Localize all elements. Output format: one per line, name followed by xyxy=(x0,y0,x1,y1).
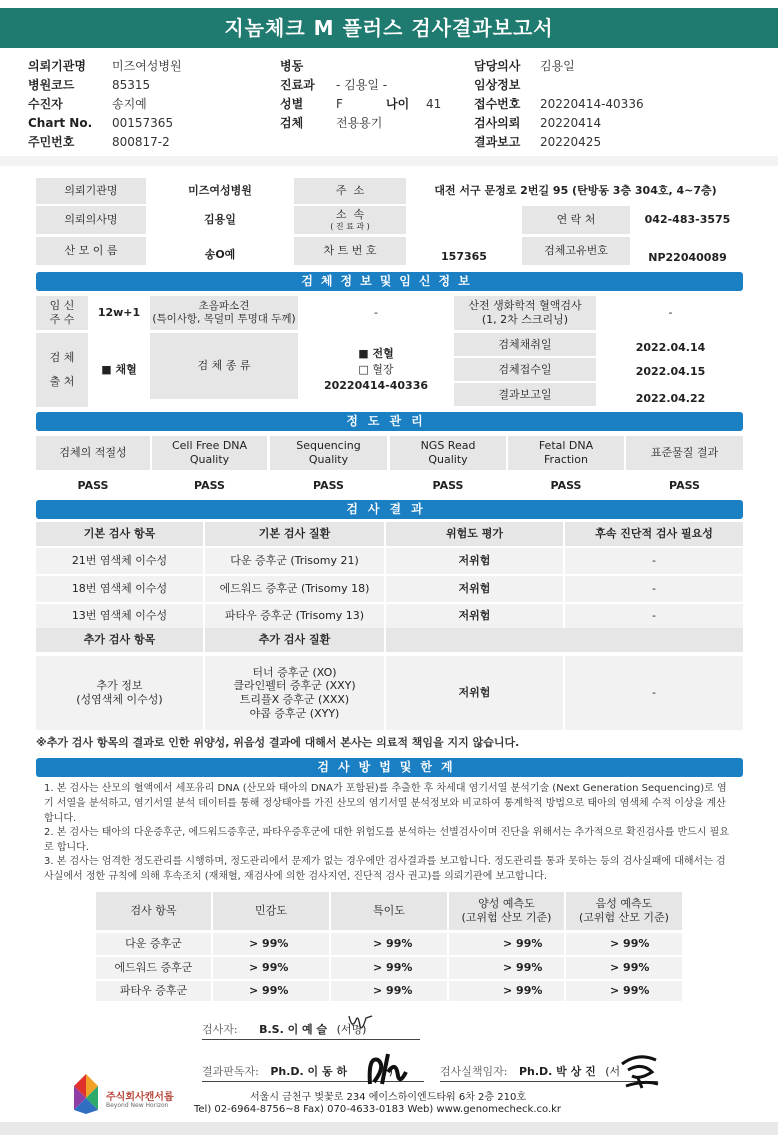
hdr-value: 전용용기 xyxy=(336,116,383,130)
qc-header: Cell Free DNA Quality xyxy=(152,436,267,470)
perf-header: 검사 항목 xyxy=(96,892,211,930)
hdr-label: 수진자 xyxy=(28,97,63,111)
hdr-label: 병원코드 xyxy=(28,78,75,92)
result-risk: 저위험 xyxy=(386,576,563,602)
reviewer-suffix: ) xyxy=(388,1065,393,1078)
dept-label: 소 속 xyxy=(335,208,365,222)
perf-value: > 99% xyxy=(331,981,447,1001)
header-col1 xyxy=(28,56,182,151)
qc-value: PASS xyxy=(194,479,225,493)
company-name: 주식회사캔서롭 xyxy=(106,1092,174,1103)
hdr-value: - 김용일 - xyxy=(336,78,388,92)
report-value: 2022.04.22 xyxy=(635,391,706,405)
perf-value: > 99% xyxy=(566,981,682,1001)
type-label: 검 체 종 류 xyxy=(150,333,298,399)
result-disease: 다운 증후군 (Trisomy 21) xyxy=(205,548,384,574)
specid-label: 검체고유번호 xyxy=(522,237,630,265)
result-follow: - xyxy=(565,576,743,602)
recv-value: 2022.04.15 xyxy=(635,364,706,378)
addr-value: 대전 서구 문정로 2번길 95 (탄방동 3층 304호, 4~7층) xyxy=(434,184,717,198)
perf-value: > 99% xyxy=(449,981,564,1001)
hdr-value: 미즈여성병원 xyxy=(112,59,182,73)
report-title: 지놈체크 M 플러스 검사결과보고서 xyxy=(0,8,778,48)
qc-value: PASS xyxy=(550,479,582,493)
result-follow: - xyxy=(565,604,743,628)
age-label: 나이 xyxy=(386,97,410,111)
tester-name: B.S. 이 예 슬 xyxy=(259,1023,328,1036)
perf-value: > 99% xyxy=(331,933,447,955)
qc-header: Fetal DNA Fraction xyxy=(508,436,624,470)
chart-label: 차 트 번 호 xyxy=(294,237,406,265)
us-value: - xyxy=(374,306,378,320)
weeks-label: 임 신 주 수 xyxy=(36,296,88,330)
dept-sub-label: ( 진 료 과 ) xyxy=(330,221,370,231)
tester-signature-line xyxy=(202,1021,420,1040)
company-slogan: Beyond New Horizon xyxy=(106,1102,169,1109)
method-note: 2. 본 검사는 태아의 다운증후군, 에드워드증후군, 파타우증후군에 대한 위험도를 분석하는 선별검사이며 진단을 위해서는 추가적으로 확진검사를 반드시 필요로 합니다. xyxy=(44,827,729,853)
extra-header: 추가 검사 항목 xyxy=(36,628,203,652)
perf-value: > 99% xyxy=(213,933,329,955)
result-follow: - xyxy=(565,548,743,574)
source-value: ■ 채혈 xyxy=(101,363,137,377)
perf-header: 민감도 xyxy=(213,892,329,930)
hdr-value: F xyxy=(336,96,343,111)
header-divider xyxy=(0,156,778,166)
collect-label: 검체채취일 xyxy=(454,333,596,356)
perf-value: > 99% xyxy=(331,957,447,979)
lab-name: Ph.D. 박 상 진 xyxy=(518,1065,596,1078)
result-header: 위험도 평가 xyxy=(386,522,563,546)
extra-follow: - xyxy=(565,656,743,730)
hdr-value: 송지예 xyxy=(112,97,147,111)
hdr-label: 접수번호 xyxy=(474,97,521,111)
qc-value: PASS xyxy=(313,479,344,493)
hdr-label: Chart No. xyxy=(28,115,93,130)
result-item: 18번 염색체 이수성 xyxy=(36,576,203,602)
perf-value: > 99% xyxy=(566,933,682,955)
hdr-value: 800817-2 xyxy=(112,134,170,149)
qc-header: 검체의 적절성 xyxy=(36,436,150,470)
tester-label: 검사자: xyxy=(202,1023,238,1036)
hdr-value: 85315 xyxy=(112,77,151,92)
source-label: 검 체 출 처 xyxy=(36,333,88,407)
result-risk: 저위험 xyxy=(386,604,563,628)
header-col3 xyxy=(474,56,644,151)
qc-value: PASS xyxy=(669,479,700,493)
perf-header: 양성 예측도 (고위험 산모 기준) xyxy=(449,892,564,930)
inst-value: 미즈여성병원 xyxy=(188,184,252,198)
perf-item: 다운 증후군 xyxy=(96,933,211,955)
type-blood-checkbox: ■ 전혈 xyxy=(358,347,394,361)
section-specimen-pregnancy: 검체정보및임신정보 xyxy=(36,272,743,291)
contact-value: 042-483-3575 xyxy=(644,213,731,227)
dept-value xyxy=(408,206,520,234)
result-header: 후속 진단적 검사 필요성 xyxy=(565,522,743,546)
hdr-value: 20220425 xyxy=(540,134,602,149)
collect-value: 2022.04.14 xyxy=(635,340,706,354)
hdr-value: 00157365 xyxy=(112,115,174,130)
hdr-label: 주민번호 xyxy=(28,135,75,149)
qc-header: NGS Read Quality xyxy=(390,436,506,470)
qc-header: Sequencing Quality xyxy=(270,436,387,470)
disclaimer: ※추가 검사 항목의 결과로 인한 위양성, 위음성 결과에 대해서 본사는 의료적 책임을 지지 않습니다. xyxy=(36,736,520,749)
mother-label: 산 모 이 름 xyxy=(36,237,146,265)
tester-suffix: (서명) xyxy=(336,1023,367,1036)
weeks-value: 12w+1 xyxy=(97,306,141,320)
age-value: 41 xyxy=(426,96,442,111)
hdr-value: 20220414-40336 xyxy=(540,96,644,111)
perf-item: 파타우 증후군 xyxy=(96,981,211,1001)
lab-signature-image xyxy=(618,1050,662,1090)
reviewer-signature-image xyxy=(364,1050,410,1088)
perf-header: 음성 예측도 (고위험 산모 기준) xyxy=(566,892,682,930)
lab-label: 검사실책임자: xyxy=(440,1065,508,1078)
hdr-label: 결과보고 xyxy=(474,135,521,149)
perf-value: > 99% xyxy=(213,981,329,1001)
hdr-label: 담당의사 xyxy=(474,59,521,73)
hdr-label: 병동 xyxy=(280,59,304,73)
result-risk: 저위험 xyxy=(386,548,563,574)
tester-signature-image xyxy=(346,1012,376,1034)
specid-value: NP22040089 xyxy=(648,251,727,265)
report-label: 결과보고일 xyxy=(454,383,596,406)
qc-header: 표준물질 결과 xyxy=(626,436,743,470)
hdr-value: 20220414 xyxy=(540,115,602,130)
hdr-label: 의뢰기관명 xyxy=(28,59,86,73)
bottom-bar xyxy=(0,1122,778,1135)
type-plasma-checkbox: □ 혈장 xyxy=(358,363,394,377)
chart-value: 157365 xyxy=(441,250,487,264)
section-test-results: 검사결과 xyxy=(36,500,743,519)
reviewer-label: 결과판독자: xyxy=(202,1065,259,1078)
qc-value: PASS xyxy=(432,479,464,493)
extra-header-empty xyxy=(386,628,743,652)
hdr-value: 김용일 xyxy=(540,59,575,73)
mother-value: 송O예 xyxy=(204,248,236,262)
result-item: 13번 염색체 이수성 xyxy=(36,604,203,628)
result-header: 기본 검사 항목 xyxy=(36,522,203,546)
screen-value: - xyxy=(668,306,673,320)
section-quality-control: 정도관리 xyxy=(36,412,743,431)
method-note: 1. 본 검사는 산모의 혈액에서 세포유리 DNA (산모와 태아의 DNA가 포함된)를 추출한 후 차세대 염기서열 분석기술 (Next Generation Sequencing)로 염기 서열을 분석하고, 염기서열 분석 데이터를 통해 정상태아를 가진 산모의 염기서열 분석정보와 비교하여 통계학적 방법으로 태아의 염색체 수적 이상을 계산합니다. xyxy=(44,783,727,824)
result-disease: 파타우 증후군 (Trisomy 13) xyxy=(205,604,384,628)
lab-suffix: (서 xyxy=(605,1065,621,1078)
result-header: 기본 검사 질환 xyxy=(205,522,384,546)
company-contact: Tel) 02-6964-8756~8 Fax) 070-4633-0183 Web) www.genomecheck.co.kr xyxy=(194,1104,562,1115)
reviewer-name: Ph.D. 이 동 하 xyxy=(270,1065,348,1078)
us-label: 초음파소견 (특이사항, 목덜미 투명대 두께) xyxy=(150,296,298,330)
qc-value: PASS xyxy=(77,479,109,493)
hdr-label: 임상정보 xyxy=(474,78,521,92)
doc-value: 김용일 xyxy=(204,213,236,227)
perf-value: > 99% xyxy=(449,957,564,979)
perf-value: > 99% xyxy=(566,957,682,979)
extra-header: 추가 검사 질환 xyxy=(205,628,384,652)
section-method-limitations: 검사방법및한계 xyxy=(36,758,743,777)
method-note: 3. 본 검사는 엄격한 정도관리를 시행하며, 정도관리에서 문제가 없는 경우에만 검사결과를 보고합니다. 정도관리를 통과 못하는 등의 검사실패에 대해서는 검사실에서 정한 규칙에 의해 후속조치 (재채혈, 재검사에 의한 검사지연, 진단적 검사 권고)를 의뢰기관에 보고합니다. xyxy=(44,856,726,882)
dept-label-box xyxy=(294,206,406,234)
inst-label: 의뢰기관명 xyxy=(36,178,146,204)
extra-item: 추가 정보 (성염색체 이수성) xyxy=(36,656,203,730)
screen-label: 산전 생화학적 혈액검사 (1, 2차 스크리닝) xyxy=(454,296,596,330)
doc-label: 의뢰의사명 xyxy=(36,206,146,234)
result-disease: 에드워드 증후군 (Trisomy 18) xyxy=(205,576,384,602)
extra-diseases: 터너 증후군 (XO) 클라인펠터 증후군 (XXY) 트리플X 증후군 (XXX) 야콥 증후군 (XYY) xyxy=(205,656,384,730)
hdr-label: 검체 xyxy=(280,116,304,130)
hdr-label: 검사의뢰 xyxy=(474,116,521,130)
result-item: 21번 염색체 이수성 xyxy=(36,548,203,574)
perf-item: 에드워드 증후군 xyxy=(96,957,211,979)
recv-label: 검체접수일 xyxy=(454,358,596,381)
extra-risk: 저위험 xyxy=(386,656,563,730)
header-col2 xyxy=(280,56,441,132)
contact-label: 연 락 처 xyxy=(522,206,630,234)
addr-label: 주 소 xyxy=(294,178,406,204)
perf-header: 특이도 xyxy=(331,892,447,930)
company-address: 서울시 금천구 벚꽃로 234 에이스하이엔드타워 6차 2층 210호 xyxy=(250,1092,527,1103)
hdr-label: 성별 xyxy=(280,97,304,111)
type-box xyxy=(300,333,452,407)
company-logo xyxy=(68,1070,104,1116)
perf-value: > 99% xyxy=(213,957,329,979)
hdr-label: 진료과 xyxy=(280,78,315,92)
perf-value: > 99% xyxy=(449,933,564,955)
type-id: 20220414-40336 xyxy=(323,378,429,392)
